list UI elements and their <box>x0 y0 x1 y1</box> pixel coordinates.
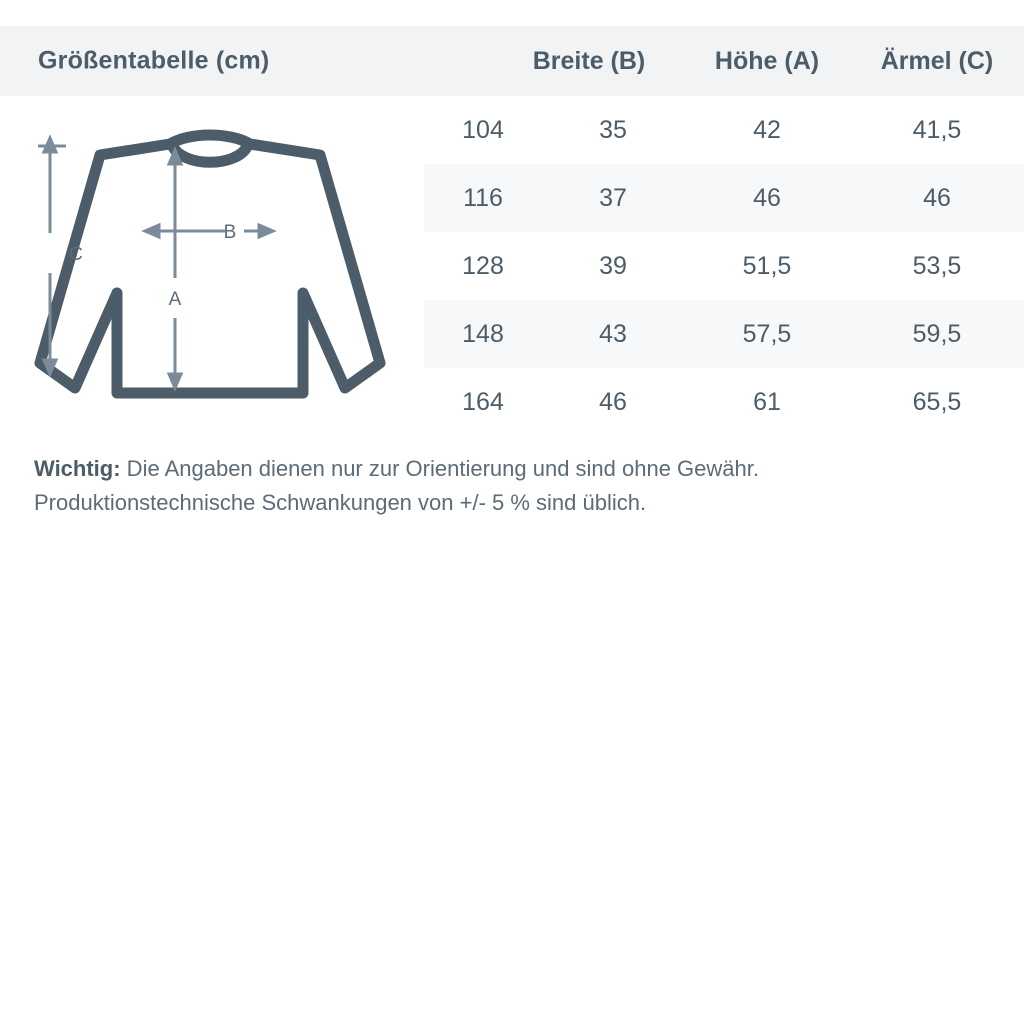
cell-height: 42 <box>753 115 781 144</box>
disclaimer-lead: Wichtig: <box>34 456 121 481</box>
cell-size: 116 <box>463 183 503 212</box>
cell-size: 128 <box>462 251 504 280</box>
disclaimer-note <box>34 452 984 520</box>
cell-height: 61 <box>753 387 781 416</box>
label-a: A <box>168 289 182 310</box>
disclaimer-line2: Produktionstechnische Schwankungen von +/- 5 % sind üblich. <box>34 490 647 515</box>
column-header-height: Höhe (A) <box>714 46 820 75</box>
column-header-width: Breite (B) <box>532 46 646 75</box>
table-row <box>424 164 1024 232</box>
label-c: C <box>69 244 83 265</box>
table-row <box>424 232 1024 300</box>
table-row <box>424 96 1024 164</box>
cell-size: 164 <box>462 387 504 416</box>
table-row <box>424 368 1024 436</box>
cell-sleeve: 59,5 <box>912 319 962 348</box>
column-headers <box>424 26 1024 96</box>
cell-width: 39 <box>599 251 627 280</box>
table-header <box>0 26 1024 96</box>
cell-size: 148 <box>462 319 504 348</box>
cell-width: 37 <box>599 183 627 212</box>
cell-height: 57,5 <box>742 319 792 348</box>
cell-sleeve: 65,5 <box>912 387 962 416</box>
cell-sleeve: 46 <box>923 183 951 212</box>
page-title: Größentabelle (cm) <box>38 46 270 75</box>
cell-width: 43 <box>599 319 627 348</box>
table-row <box>424 300 1024 368</box>
cell-sleeve: 53,5 <box>912 251 962 280</box>
column-header-sleeve: Ärmel (C) <box>880 46 994 75</box>
cell-width: 46 <box>599 387 627 416</box>
cell-width: 35 <box>599 115 627 144</box>
cell-height: 46 <box>753 183 781 212</box>
cell-size: 104 <box>462 115 504 144</box>
disclaimer-line1: Die Angaben dienen nur zur Orientierung und sind ohne Gewähr. <box>120 456 759 481</box>
cell-sleeve: 41,5 <box>912 115 962 144</box>
size-table-body <box>424 96 1024 436</box>
shirt-measurement-diagram <box>20 108 420 438</box>
cell-height: 51,5 <box>742 251 792 280</box>
label-b: B <box>223 222 237 243</box>
